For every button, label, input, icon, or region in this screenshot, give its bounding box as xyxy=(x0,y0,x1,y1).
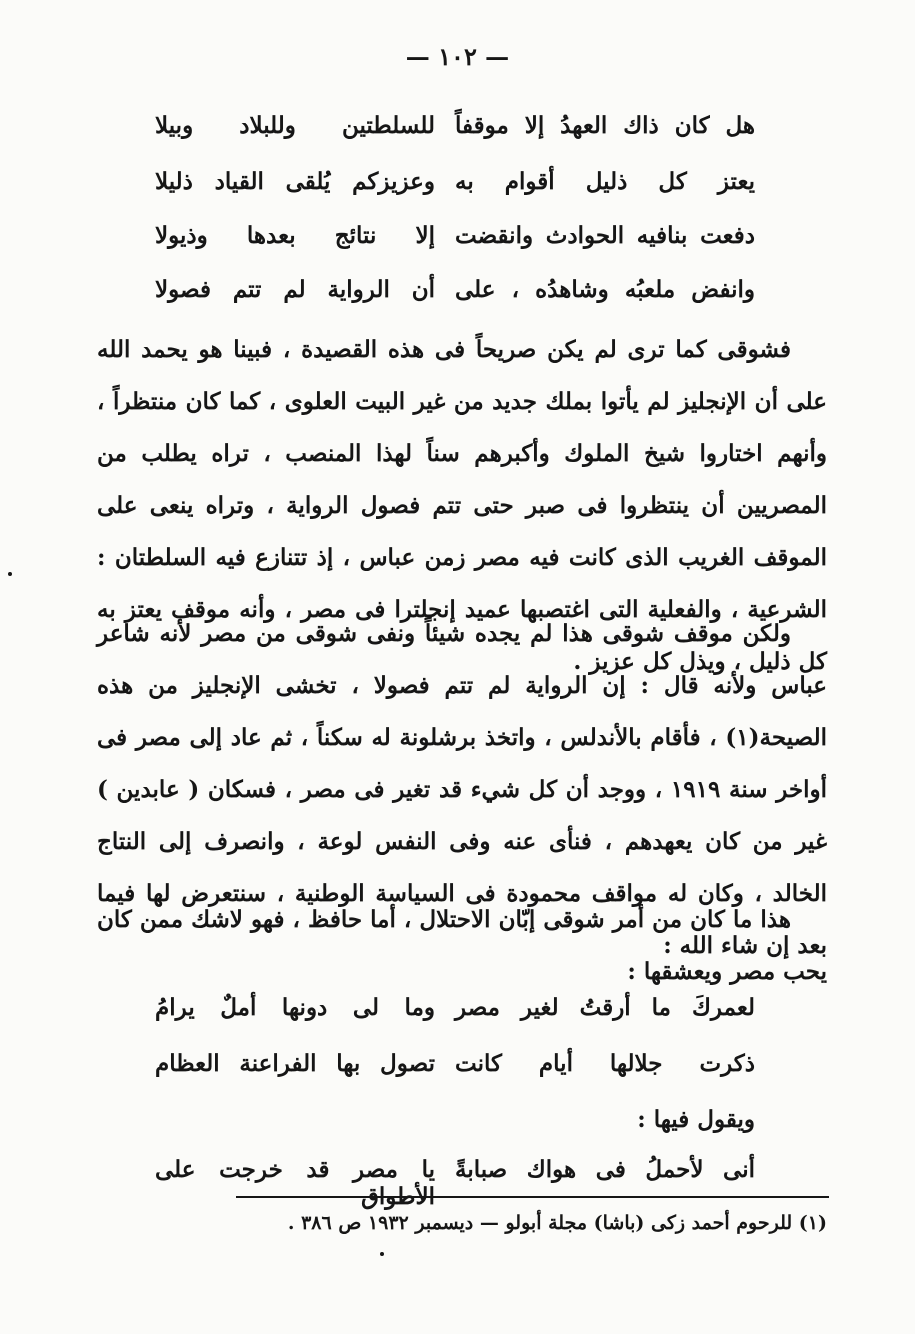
paragraph-1: فشوقى كما ترى لم يكن صريحاً فى هذه القصيدة ، فبينا هو يحمد الله على أن الإنجليز لم يأتوا بملك جديد من غير البيت العلوى ، كما كان منتظراً ، وأنهم اختاروا شيخ الملوك وأكبرهم سناً لهذا المنصب ، تراه يطلب من المصريين أن ينتظروا فى صبر حتى تتم فصول الرواية ، وتراه ينعى على الموقف الغريب الذى كانت فيه مصر زمن عباس ، إذ تتنازع فيه السلطتان : الشرعية ، والفعلية التى اغتصبها عميد إنجلترا فى مصر ، وأنه موقف يعتز به كل ذليل ، ويذل كل عزيز . xyxy=(97,336,827,675)
scan-speck xyxy=(8,572,12,576)
page-number: — ١٠٢ — xyxy=(405,42,510,71)
verse-second-hemistich: للسلطتين وللبلاد وبيلا xyxy=(155,112,435,139)
poem-verse xyxy=(155,1050,755,1090)
poem-verse xyxy=(155,1156,755,1210)
poem-verse xyxy=(155,994,755,1034)
verse-first-hemistich: لعمركَ ما أرقتُ لغير مصر xyxy=(455,994,755,1021)
verse-first-hemistich: وانفض ملعبُه وشاهدُه ، على xyxy=(455,276,755,303)
footnote: (١) للرحوم أحمد زكى (باشا) مجلة أبولو — ديسمبر ١٩٣٢ ص ٣٨٦ . xyxy=(287,1212,827,1234)
poem-verse xyxy=(155,112,755,152)
prose-block-3 xyxy=(97,894,827,998)
scan-speck xyxy=(380,1252,384,1256)
footnote-divider xyxy=(236,1196,829,1198)
verse-second-hemistich: إلا نتائج بعدها وذيولا xyxy=(155,222,435,249)
verse-first-hemistich: يعتز كل ذليل أقوام به xyxy=(455,168,755,195)
verse-cue: ويقول فيها : xyxy=(637,1106,755,1133)
verse-second-hemistich: وما لى دونها أملٌ يرامُ xyxy=(155,994,435,1021)
verse-first-hemistich: أنى لأحملُ فى هواك صبابةً xyxy=(455,1156,755,1183)
verse-second-hemistich: يا مصر قد خرجت على الأطواق xyxy=(155,1156,435,1210)
verse-second-hemistich: وعزيزكم يُلقى القياد ذليلا xyxy=(155,168,435,195)
verse-second-hemistich: تصول بها الفراعنة العظام xyxy=(155,1050,435,1077)
verse-first-hemistich: ذكرت جلالها أيام كانت xyxy=(455,1050,755,1077)
verse-second-hemistich: أن الرواية لم تتم فصولا xyxy=(155,276,435,303)
paragraph-2: ولكن موقف شوقى هذا لم يجده شيئاً ونفى شوقى من مصر لأنه شاعر عباس ولأنه قال : إن الرواية لم تتم فصولا ، تخشى الإنجليز من هذه الصيحة(١) ، فأقام بالأندلس ، واتخذ برشلونة له سكناً ، ثم عاد إلى مصر فى أواخر سنة ١٩١٩ ، ووجد أن كل شيء قد تغير فى مصر ، فسكان ( عابدين ) غير من كان يعهدهم ، فنأى عنه وفى النفس لوعة ، وانصرف إلى النتاج الخالد ، وكان له مواقف محمودة فى السياسة الوطنية ، سنتعرض لها فيما بعد إن شاء الله : xyxy=(97,620,827,959)
poem-verse xyxy=(155,168,755,208)
verse-first-hemistich: دفعت بنافيه الحوادث وانقضت xyxy=(455,222,755,249)
paragraph-3: هذا ما كان من أمر شوقى إبّان الاحتلال ، أما حافظ ، فهو لاشك ممن كان يحب مصر ويعشقها : xyxy=(97,906,827,985)
poem-verse xyxy=(155,222,755,262)
verse-first-hemistich: هل كان ذاك العهدُ إلا موقفاً xyxy=(455,112,755,139)
poem-verse xyxy=(155,276,755,316)
